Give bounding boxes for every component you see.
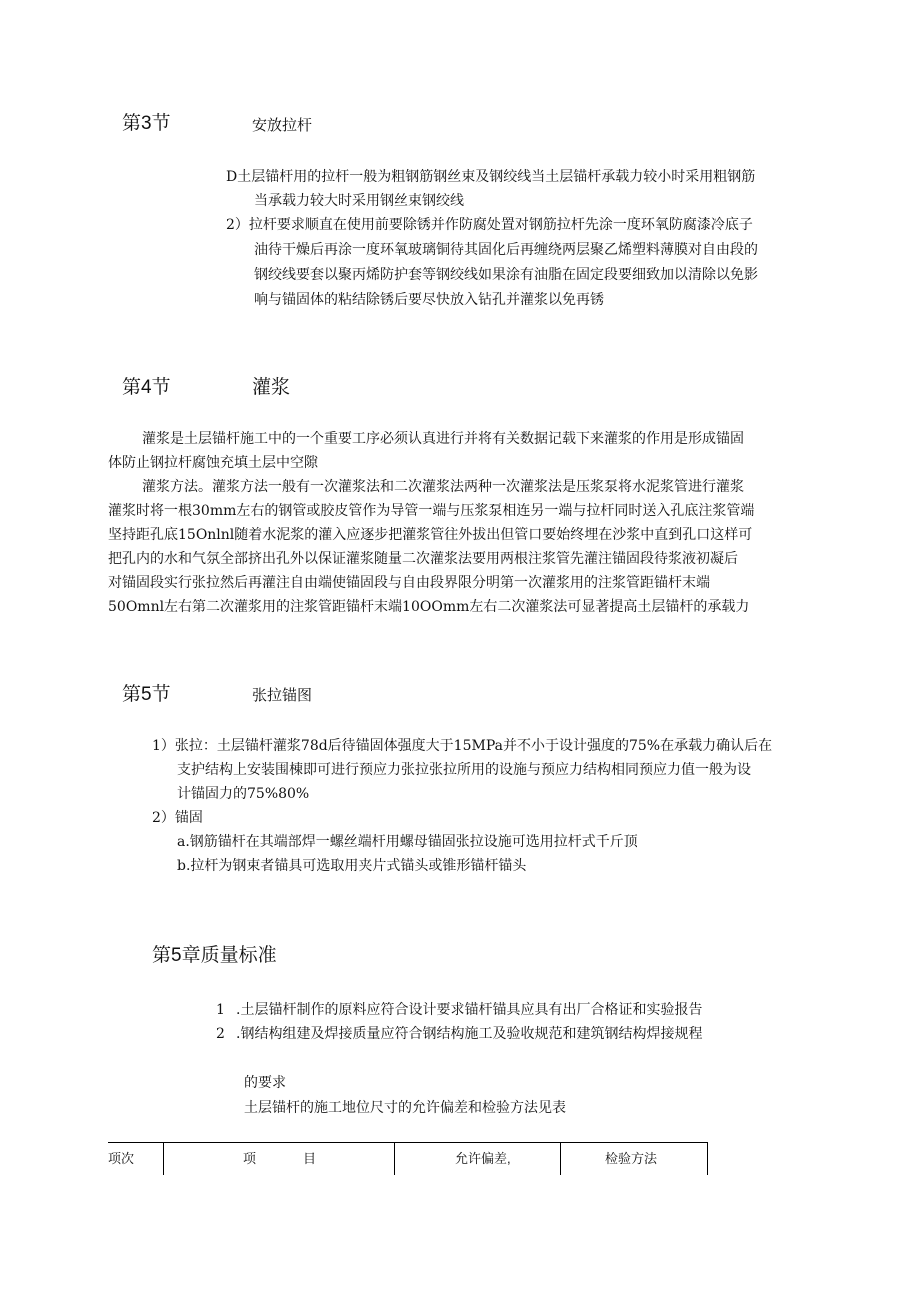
s4-line-7: 对锚固段实行张拉然后再灌注自由端使锚固段与自由段界限分明第一次灌浆用的注浆管距锚杆末端 [108,575,710,591]
section-5-number: 第5节 [122,684,171,705]
ch5-item2-text: .钢结构组建及焊接质量应符合钢结构施工及验收规范和建筑钢结构焊接规程 [236,1026,703,1042]
section-5-title: 张拉锚图 [252,687,313,704]
s4-line-5: 坚持距孔底15Onlnl随着水泥浆的灌入应逐步把灌浆管往外拔出但管口要始终埋在沙浆中直到孔口这样可 [108,527,753,543]
s4-line-4: 灌浆时将一根30mm左右的钢管或胶皮管作为导管一端与压浆泵相连另一端与拉杆同时送入孔底注浆管端 [108,503,755,519]
s4-line-1: 灌浆是土层锚杆施工中的一个重要工序必须认真进行并将有关数据记载下来灌浆的作用是形成锚固 [142,431,744,447]
table-caption: 土层锚杆的施工地位尺寸的允许偏差和检验方法见表 [244,1100,566,1116]
ch5-item2-number: 2 [216,1026,225,1042]
s3-para2-line2: 油待干燥后再涂一度环氧玻璃铜待其固化后再缠绕两层聚乙烯塑料薄膜对自由段的 [254,242,758,258]
s5-para1-line2: 支护结构上安装围棟即可进行预应力张拉张拉所用的设施与预应力结构相同预应力值一般为设 [177,762,751,778]
s3-para1-line1: D土层锚杆用的拉杆一般为粗钢筋钢丝束及钢绞线当土层锚杆承载力较小时采用粗钢筋 [226,169,756,185]
table-header-item-right: 目 [303,1151,317,1166]
s5-item-b: b.拉杆为钢束者锚具可选取用夹片式锚头或锥形锚杆锚头 [177,858,527,874]
s5-para1-line1: 1）张拉：土层锚杆灌浆78d后待锚固体强度大于15MPa并不小于设计强度的75%在承载力确认后在 [152,738,773,754]
tolerance-table [108,1142,708,1175]
chapter-5-title: 第5章质量标准 [152,945,277,966]
s5-para1-line3: 计锚固力的75%80% [177,786,310,802]
section-3-title: 安放拉杆 [252,117,313,134]
s3-para2-line4: 响与锚固体的粘结除锈后要尽快放入钻孔并灌浆以免再锈 [254,292,604,308]
s5-para2: 2）锚固 [152,810,203,826]
table-divider [707,1143,708,1175]
s3-para2-line3: 钢绞线要套以聚丙烯防护套等钢绞线如果涂有油脂在固定段要细致加以清除以免影 [254,267,758,283]
s5-item-a: a.钢筋锚杆在其端部焊一螺丝端杆用螺母锚固张拉设施可选用拉杆式千斤顶 [177,834,638,850]
table-header-item-left: 项 [243,1151,257,1166]
s4-line-3: 灌浆方法。灌浆方法一般有一次灌浆法和二次灌浆法两种一次灌浆法是压浆泵将水泥浆管进行灌浆 [142,479,744,495]
ch5-item1-number: 1 [216,1002,225,1018]
table-header-tolerance: 允许偏差, [455,1151,511,1166]
s4-line-8: 50Omnl左右第二次灌浆用的注浆管距锚杆末端10OOmm左右二次灌浆法可显著提高土层锚杆的承载力 [108,599,750,615]
s4-line-2: 体防止钢拉杆腐蚀充填土层中空隙 [108,455,318,471]
table-divider [560,1143,561,1175]
ch5-item2-continuation: 的要求 [244,1075,286,1091]
s4-line-6: 把孔内的水和气氛全部挤出孔外以保证灌浆随量二次灌浆法要用两根注浆管先灌注锚固段待浆液初凝后 [108,551,738,567]
table-divider [163,1143,164,1175]
table-header-method: 检验方法 [605,1151,658,1166]
table-header-index: 项次 [108,1151,135,1166]
ch5-item1-text: .土层锚杆制作的原料应符合设计要求锚杆锚具应具有出厂合格证和实验报告 [236,1002,703,1018]
section-4-number: 第4节 [122,377,171,398]
table-divider [394,1143,395,1175]
s3-para1-line2: 当承载力较大时采用钢丝束钢绞线 [254,193,464,209]
s3-para2-line1: 2）拉杆要求顺直在使用前要除锈并作防腐处置对钢筋拉杆先涂一度环氧防腐漆冷底子 [226,217,753,233]
section-3-number: 第3节 [122,113,171,134]
section-4-title: 灌浆 [252,377,291,398]
